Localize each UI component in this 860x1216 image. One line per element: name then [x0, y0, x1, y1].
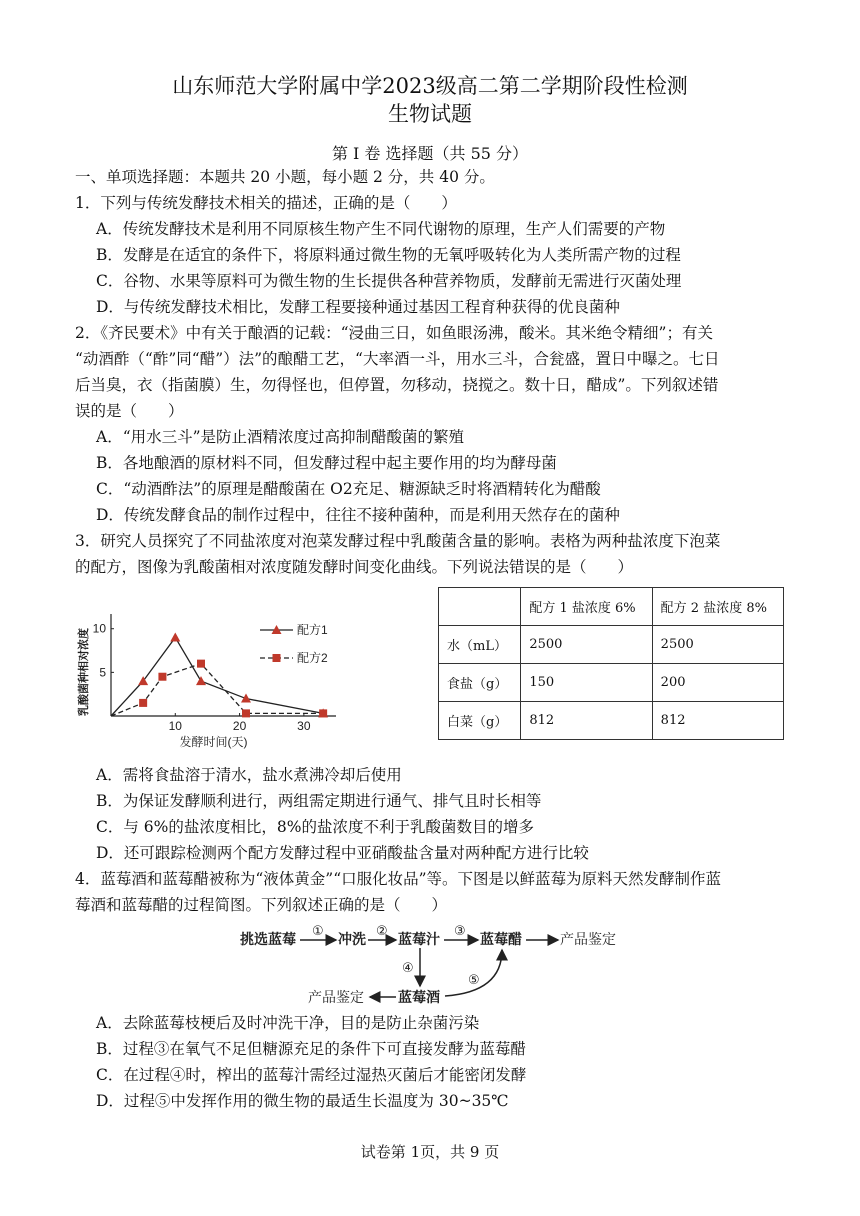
q4-option-b: B．过程③在氧气不足但糖源充足的条件下可直接发酵为蓝莓醋	[96, 1040, 526, 1058]
legend-label-1: 配方1	[297, 623, 328, 637]
table-cell: 2500	[521, 626, 652, 664]
data-point-triangle	[170, 632, 180, 641]
q2-stem-line1: 2．《齐民要术》中有关于酿酒的记载：“浸曲三日，如鱼眼汤沸，酸米。其米绝令精细”；有关	[75, 324, 713, 342]
q2-option-a: A．“用水三斗”是防止酒精浓度过高抑制醋酸菌的繁殖	[96, 428, 465, 446]
q2-stem-line3: 后当臭，衣（指菌膜）生，勿得怪也，但停置，勿移动，挠搅之。数十日，醋成”。下列叙述错	[75, 376, 719, 394]
data-point-square	[158, 673, 166, 681]
table-row	[439, 664, 784, 702]
table-header-cell	[439, 588, 521, 626]
recipe-table	[438, 587, 784, 740]
step-label-2: ②	[376, 924, 388, 939]
q2-option-b: B．各地酿酒的原材料不同，但发酵过程中起主要作用的均为酵母菌	[96, 454, 557, 472]
q3-option-c: C．与 6%的盐浓度相比，8%的盐浓度不利于乳酸菌数目的增多	[96, 818, 534, 836]
y-tick-label: 10	[92, 621, 106, 636]
table-cell: 食盐（g）	[439, 664, 521, 702]
legend-marker-square	[273, 654, 281, 662]
q1-option-c: C．谷物、水果等原料可为微生物的生长提供各种营养物质，发酵前无需进行灭菌处理	[96, 272, 682, 290]
q4-stem-line1: 4．蓝莓酒和蓝莓醋被称为“液体黄金”“口服化妆品”等。下图是以鲜蓝莓为原料天然发酵制作蓝	[75, 870, 722, 888]
q1-option-d: D．与传统发酵技术相比，发酵工程要接种通过基因工程育种获得的优良菌种	[96, 298, 620, 316]
flow-node-product-test-2: 产品鉴定	[308, 989, 364, 1005]
flow-node-product-test-1: 产品鉴定	[560, 931, 616, 947]
step-label-3: ③	[454, 924, 466, 939]
q2-option-c: C．“动酒酢法”的原理是醋酸菌在 O2充足、糖源缺乏时将酒精转化为醋酸	[96, 480, 601, 498]
data-point-square	[319, 709, 327, 717]
step-label-4: ④	[402, 961, 414, 976]
q2-stem-line2: “动酒酢（“酢”同“醋”）法”的酿醋工艺，“大率酒一斗，用水三斗，合瓮盛，置日中曝之。七日	[75, 350, 720, 368]
y-tick-label: 5	[99, 665, 106, 680]
legend-label-2: 配方2	[297, 651, 328, 665]
table-header-cell: 配方 2 盐浓度 8%	[652, 588, 783, 626]
step-label-5: ⑤	[468, 973, 480, 988]
table-header-row	[439, 588, 784, 626]
q4-option-d: D．过程⑤中发挥作用的微生物的最适生长温度为 30~35℃	[96, 1092, 509, 1110]
q4-option-a: A．去除蓝莓枝梗后及时冲洗干净，目的是防止杂菌污染	[96, 1014, 480, 1032]
x-tick-label: 20	[232, 719, 247, 733]
table-row	[439, 702, 784, 740]
exam-subtitle: 生物试题	[388, 102, 472, 126]
lactic-acid-chart	[75, 598, 345, 758]
q3-stem-line2: 的配方，图像为乳酸菌相对浓度随发酵时间变化曲线。下列说法错误的是（ ）	[75, 558, 634, 576]
q4-option-c: C．在过程④时，榨出的蓝莓汁需经过湿热灭菌后才能密闭发酵	[96, 1066, 527, 1084]
process-flow-diagram	[240, 920, 640, 1012]
q1-option-a: A．传统发酵技术是利用不同原核生物产生不同代谢物的原理，生产人们需要的产物	[96, 220, 666, 238]
flow-node-blueberry-wine: 蓝莓酒	[398, 989, 440, 1005]
flow-node-select-blueberry: 挑选蓝莓	[240, 931, 296, 947]
flow-node-blueberry-vinegar: 蓝莓醋	[480, 931, 522, 947]
data-point-square	[242, 709, 250, 717]
x-axis-label: 发酵时间(天)	[179, 735, 248, 749]
q4-stem-line2: 莓酒和蓝莓醋的过程简图。下列叙述正确的是（ ）	[75, 896, 448, 914]
flow-node-rinse: 冲洗	[338, 931, 366, 947]
table-cell: 2500	[652, 626, 783, 664]
data-point-triangle	[196, 676, 206, 685]
table-cell: 812	[521, 702, 652, 740]
exam-title: 山东师范大学附属中学2023级高二第二学期阶段性检测	[172, 74, 688, 98]
data-point-triangle	[138, 676, 148, 685]
table-cell: 150	[521, 664, 652, 702]
q3-option-b: B．为保证发酵顺利进行，两组需定期进行通气、排气且时长相等	[96, 792, 542, 810]
q3-stem-line1: 3．研究人员探究了不同盐浓度对泡菜发酵过程中乳酸菌含量的影响。表格为两种盐浓度下泡菜	[75, 532, 721, 550]
x-tick-label: 10	[168, 719, 182, 733]
data-point-square	[197, 660, 205, 668]
part-instructions: 一、单项选择题：本题共 20 小题，每小题 2 分，共 40 分。	[75, 168, 495, 186]
table-cell: 200	[652, 664, 783, 702]
page-footer: 试卷第 1页，共 9 页	[360, 1143, 500, 1161]
table-header-cell: 配方 1 盐浓度 6%	[521, 588, 652, 626]
table-row	[439, 626, 784, 664]
step-label-1: ①	[312, 924, 324, 939]
q2-option-d: D．传统发酵食品的制作过程中，往往不接种菌种，而是利用天然存在的菌种	[96, 506, 620, 524]
y-axis-label: 乳酸菌种相对浓度	[78, 628, 90, 716]
series-line-2	[111, 664, 323, 716]
data-point-square	[139, 699, 147, 707]
data-point-triangle	[241, 694, 251, 703]
q1-stem: 1．下列与传统发酵技术相关的描述，正确的是（ ）	[75, 194, 457, 212]
flow-node-blueberry-juice: 蓝莓汁	[398, 931, 440, 947]
q1-option-b: B．发酵是在适宜的条件下，将原料通过微生物的无氧呼吸转化为人类所需产物的过程	[96, 246, 681, 264]
q2-stem-line4: 误的是（ ）	[75, 402, 184, 420]
table-cell: 812	[652, 702, 783, 740]
table-cell: 水（mL）	[439, 626, 521, 664]
q3-option-a: A．需将食盐溶于清水，盐水煮沸冷却后使用	[96, 766, 402, 784]
table-cell: 白菜（g）	[439, 702, 521, 740]
q3-option-d: D．还可跟踪检测两个配方发酵过程中亚硝酸盐含量对两种配方进行比较	[96, 844, 589, 862]
x-tick-label: 30	[297, 719, 311, 733]
section-heading: 第 I 卷 选择题（共 55 分）	[331, 144, 529, 163]
